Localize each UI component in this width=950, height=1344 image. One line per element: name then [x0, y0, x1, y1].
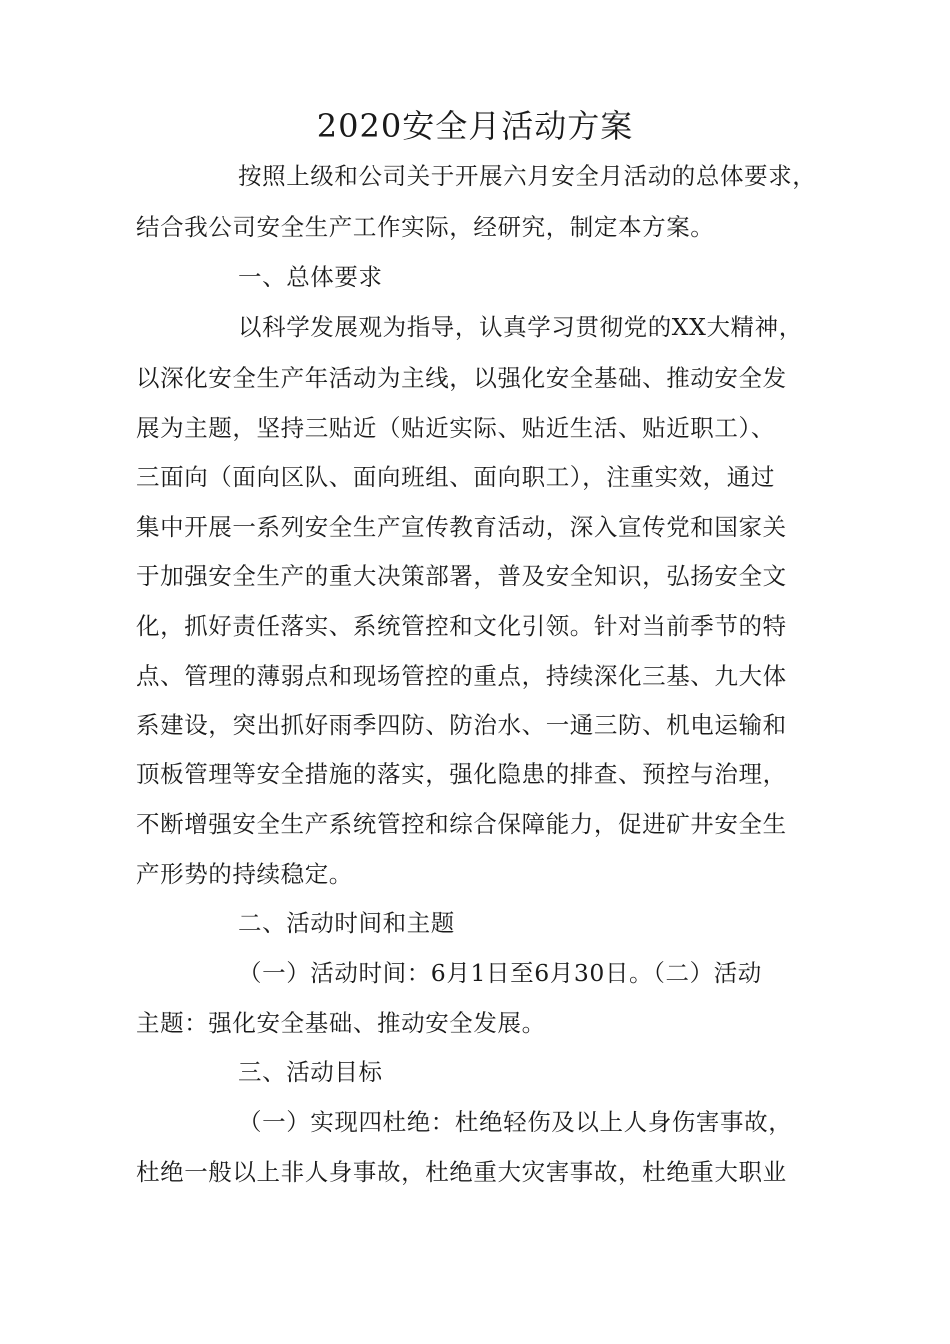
- section-heading: 三、活动目标: [238, 1058, 383, 1086]
- paragraph-line: 结合我公司安全生产工作实际，经研究，制定本方案。: [136, 213, 715, 241]
- paragraph-line: 不断增强安全生产系统管控和综合保障能力，促进矿井安全生: [136, 810, 787, 838]
- paragraph-line: 以深化安全生产年活动为主线，以强化安全基础、推动安全发: [136, 364, 787, 392]
- paragraph-line: 展为主题，坚持三贴近（贴近实际、贴近生活、贴近职工）、: [136, 414, 775, 442]
- paragraph-line: 集中开展一系列安全生产宣传教育活动，深入宣传党和国家关: [136, 513, 787, 541]
- paragraph-line: 三面向（面向区队、面向班组、面向职工），注重实效，通过: [136, 463, 775, 491]
- paragraph-line: 于加强安全生产的重大决策部署，普及安全知识，弘扬安全文: [136, 562, 787, 590]
- document-title: 2020安全月活动方案: [316, 107, 634, 145]
- paragraph-line: （一）活动时间：6月1日至6月30日。（二）活动: [238, 959, 762, 987]
- paragraph-line: 主题：强化安全基础、推动安全发展。: [136, 1009, 546, 1037]
- section-heading: 一、总体要求: [238, 263, 383, 291]
- paragraph-line: 按照上级和公司关于开展六月安全月活动的总体要求，: [238, 162, 817, 190]
- paragraph-line: 以科学发展观为指导，认真学习贯彻党的XX大精神，: [238, 313, 803, 341]
- paragraph-line: 系建设，突出抓好雨季四防、防治水、一通三防、机电运输和: [136, 711, 787, 739]
- section-heading: 二、活动时间和主题: [238, 909, 455, 937]
- paragraph-line: 化，抓好责任落实、系统管控和文化引领。针对当前季节的特: [136, 612, 787, 640]
- paragraph-line: （一）实现四杜绝：杜绝轻伤及以上人身伤害事故，: [238, 1108, 793, 1136]
- paragraph-line: 点、管理的薄弱点和现场管控的重点，持续深化三基、九大体: [136, 662, 787, 690]
- paragraph-line: 产形势的持续稳定。: [136, 860, 353, 888]
- paragraph-line: 杜绝一般以上非人身事故，杜绝重大灾害事故，杜绝重大职业: [136, 1158, 787, 1186]
- paragraph-line: 顶板管理等安全措施的落实，强化隐患的排查、预控与治理，: [136, 760, 787, 788]
